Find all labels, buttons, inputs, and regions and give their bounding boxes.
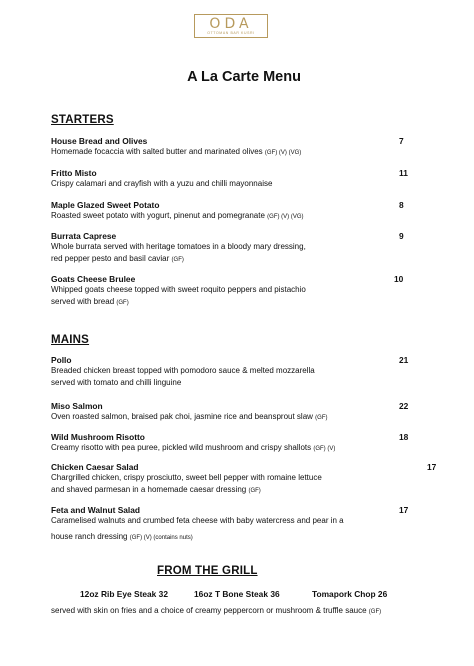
dish-price: 9 [399,231,404,241]
grill-item: Tomapork Chop 26 [312,589,388,599]
dish-name: Chicken Caesar Salad [51,462,139,472]
dish-price: 17 [399,505,409,515]
section-heading-starters: STARTERS [51,114,114,126]
dietary-tags: (GF) [368,609,382,615]
dish-price: 10 [394,274,404,284]
dish-price: 11 [399,168,408,178]
dish-description: Whole burrata served with heritage tomatoes in a bloody mary dressing, red pepper pesto and basil caviar (GF) [51,242,306,263]
dish-description: Homemade focaccia with salted butter and marinated olives (GF) (V) (VG) [51,147,302,156]
dish-description: Crispy calamari and crayfish with a yuzu and chilli mayonnaise [51,179,273,188]
dish-name: Burrata Caprese [51,231,117,241]
page-title: A La Carte Menu [187,69,301,85]
dietary-tags: (GF) (V) [313,446,336,452]
dish-name: Pollo [51,355,72,365]
section-heading-mains: MAINS [51,334,90,346]
dish-name: Maple Glazed Sweet Potato [51,200,160,210]
oda-logo [194,14,268,38]
grill-item: 12oz Rib Eye Steak 32 [80,589,168,599]
logo-word: ODA [209,16,253,32]
dietary-tags: (GF) [315,415,328,421]
dish-description: Creamy risotto with pea puree, pickled wild mushroom and crispy shallots (GF) (V) [51,443,336,452]
dietary-tags: (GF) (V) (contains nuts) [129,535,193,541]
dish-price: 22 [399,401,409,411]
dish-description: Breaded chicken breast topped with pomodoro sauce & melted mozzarella served with tomato and chilli linguine [51,366,315,387]
dietary-tags: (GF) [116,300,129,306]
dish-name: Goats Cheese Brulee [51,274,136,284]
dish-description: Whipped goats cheese topped with sweet roquito peppers and pistachio served with bread (GF) [51,285,306,306]
logo-tagline: OTTOMAN BAR KUSRI [207,31,255,35]
dish-price: 21 [399,355,409,365]
dish-name: Miso Salmon [51,401,103,411]
dish-price: 7 [399,136,404,146]
dish-price: 17 [427,462,437,472]
dish-description: Chargrilled chicken, crispy prosciutto, sweet bell pepper with romaine lettuce and shaved parmesan in a homemade caesar dressing (GF) [51,473,322,494]
dish-name: Fritto Misto [51,168,97,178]
dish-description: Oven roasted salmon, braised pak choi, jasmine rice and beansprout slaw (GF) [51,412,328,421]
dish-price: 8 [399,200,404,210]
dish-price: 18 [399,432,409,442]
dish-description: Roasted sweet potato with yogurt, pinenut and pomegranate (GF) (V) (VG) [51,211,304,220]
dietary-tags: (GF) [171,257,184,263]
dietary-tags: (GF) [248,488,261,494]
grill-item: 16oz T Bone Steak 36 [194,589,280,599]
grill-note: served with skin on fries and a choice of creamy peppercorn or mushroom & truffle sauce (GF) [51,606,382,615]
dietary-tags: (GF) (V) (VG) [264,150,302,156]
dish-name: Feta and Walnut Salad [51,505,141,515]
dish-description: Caramelised walnuts and crumbed feta cheese with baby watercress and pear in a house ranch dressing (GF) (V) (contains nuts) [51,516,344,541]
dietary-tags: (GF) (V) (VG) [267,214,304,220]
dish-name: Wild Mushroom Risotto [51,432,145,442]
dish-name: House Bread and Olives [51,136,148,146]
section-heading-grill: FROM THE GRILL [157,565,258,577]
